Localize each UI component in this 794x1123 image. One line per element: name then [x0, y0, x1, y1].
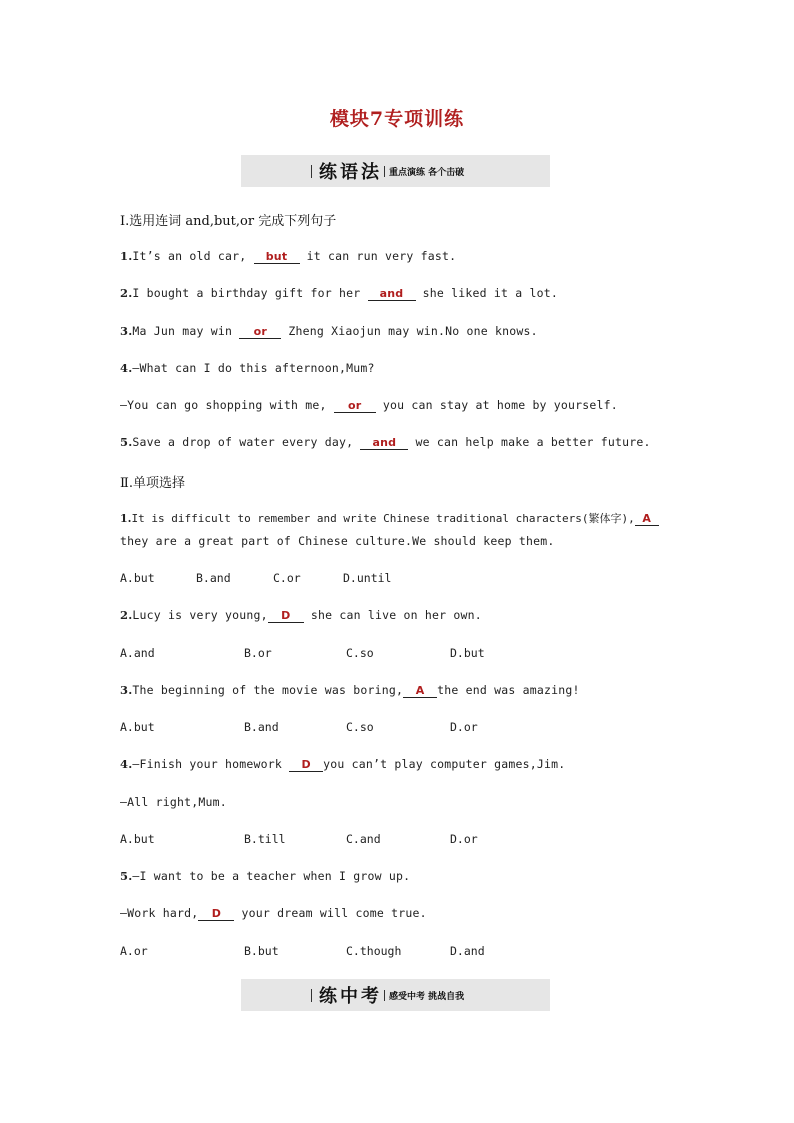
banner-subtitle: 感受中考 挑战自我 [389, 991, 465, 1002]
answer-blank: and [360, 436, 408, 450]
option: D.until [343, 571, 392, 585]
option: A.and [120, 646, 155, 660]
answer-blank: D [268, 609, 304, 623]
answer-blank: A [635, 512, 659, 526]
banner-title: 练中考 [319, 986, 382, 1007]
answer-blank: and [368, 287, 416, 301]
s2-q4-line2: —All right,Mum. [120, 795, 227, 809]
practice-grammar-banner [241, 155, 550, 187]
option: B.or [244, 646, 272, 660]
answer-blank: D [289, 758, 323, 772]
banner-divider [311, 165, 312, 178]
option: C.so [346, 720, 374, 734]
option: A.or [120, 944, 148, 958]
option: D.or [450, 832, 478, 846]
s2-q3: 3.The beginning of the movie was boring, A the end was amazing! [120, 683, 580, 697]
s1-item-1: 1.It’s an old car, but it can run very fast. [120, 249, 457, 263]
option: C.so [346, 646, 374, 660]
s2-q4: 4.—Finish your homework D you can’t play computer games,Jim. [120, 757, 566, 771]
answer-blank: but [254, 250, 300, 264]
option: B.and [244, 720, 279, 734]
option: B.till [244, 832, 286, 846]
option: D.and [450, 944, 485, 958]
banner-divider [311, 989, 312, 1002]
banner-title: 练语法 [319, 162, 382, 183]
option: B.but [244, 944, 279, 958]
practice-exam-banner [241, 979, 550, 1011]
option: C.or [273, 571, 301, 585]
option: D.or [450, 720, 478, 734]
answer-blank: A [403, 684, 437, 698]
s1-item-4: 4.—What can I do this afternoon,Mum? [120, 361, 375, 375]
option: A.but [120, 832, 155, 846]
s1-item-4-reply: —You can go shopping with me, or you can stay at home by yourself. [120, 398, 618, 412]
option: C.and [346, 832, 381, 846]
answer-blank: or [239, 325, 281, 339]
option: B.and [196, 571, 231, 585]
option: D.but [450, 646, 485, 660]
answer-blank: or [334, 399, 376, 413]
s1-item-2: 2.I bought a birthday gift for her and she liked it a lot. [120, 286, 558, 300]
section2-heading: Ⅱ.单项选择 [120, 476, 185, 491]
answer-blank: D [198, 907, 234, 921]
s1-item-3: 3.Ma Jun may win or Zheng Xiaojun may win.No one knows. [120, 324, 538, 338]
banner-divider [384, 166, 385, 177]
option: A.but [120, 720, 155, 734]
s2-q5-line2: —Work hard, D your dream will come true. [120, 906, 427, 920]
section1-heading: Ⅰ.选用连词 and,but,or 完成下列句子 [120, 214, 337, 229]
s2-q1: 1.It is difficult to remember and write Chinese traditional characters(繁体字), A [120, 510, 659, 526]
banner-subtitle: 重点演练 各个击破 [389, 167, 465, 178]
option: A.but [120, 571, 155, 585]
page-title: 模块7专项训练 [329, 108, 465, 130]
option: C.though [346, 944, 402, 958]
s2-q2: 2.Lucy is very young, D she can live on her own. [120, 608, 482, 622]
banner-divider [384, 990, 385, 1001]
s1-item-5: 5.Save a drop of water every day, and we can help make a better future. [120, 435, 651, 449]
s2-q1-line2: they are a great part of Chinese culture.We should keep them. [120, 534, 555, 548]
s2-q5: 5.—I want to be a teacher when I grow up. [120, 869, 411, 883]
